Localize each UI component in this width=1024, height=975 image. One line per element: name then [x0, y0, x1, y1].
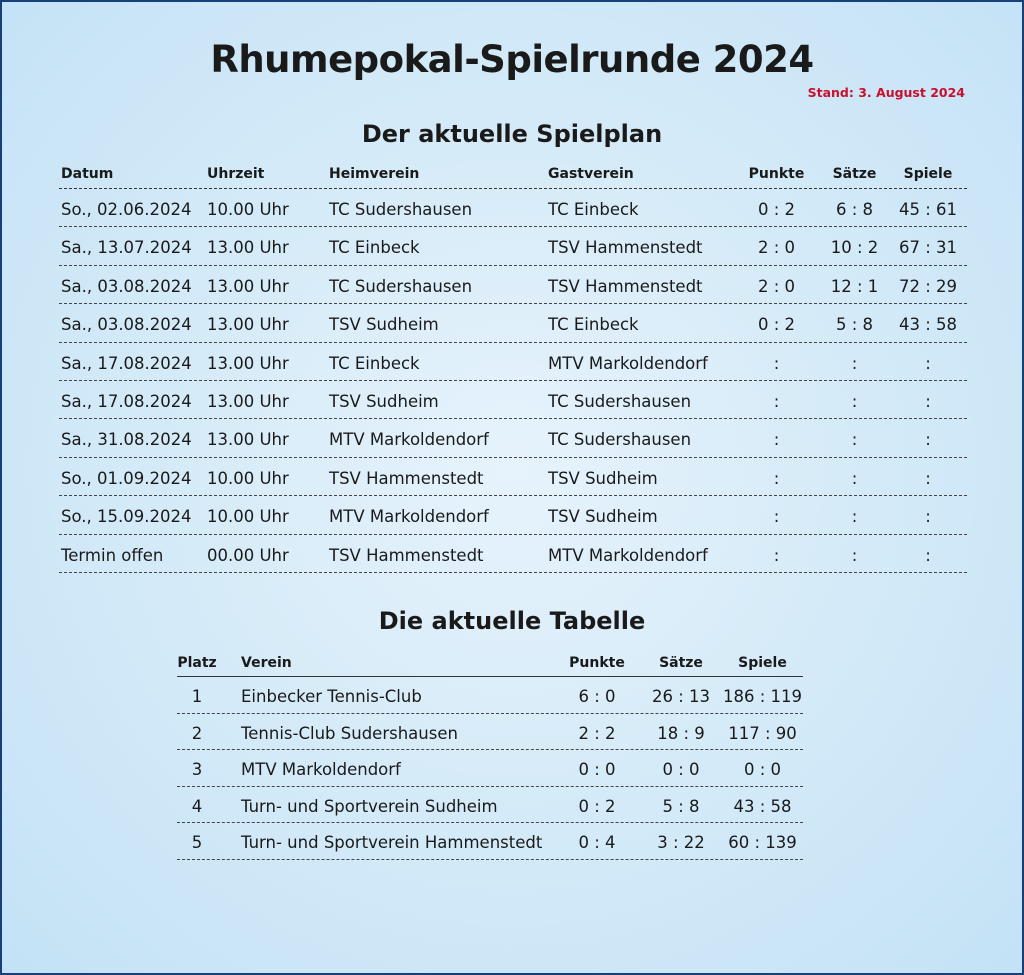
table-row [59, 419, 967, 457]
cell-punkte: 0 : 2 [757, 200, 796, 219]
table-row [59, 343, 967, 381]
cell-datum: Sa., 17.08.2024 [61, 391, 192, 411]
col-verein: Verein [241, 655, 292, 671]
cell-heim: TC Einbeck [329, 238, 420, 258]
cell-uhrzeit: 13.00 Uhr [207, 430, 289, 450]
cell-heim: TSV Hammenstedt [329, 545, 484, 565]
schedule-table [59, 160, 967, 573]
table-row [59, 227, 967, 265]
cell-verein: Turn- und Sportverein Hammenstedt [241, 833, 543, 852]
cell-gast: TC Sudershausen [548, 430, 692, 450]
cell-spiele: 186 : 119 [722, 687, 803, 706]
cell-saetze: 10 : 2 [830, 238, 879, 258]
cell-uhrzeit: 13.00 Uhr [207, 391, 289, 411]
cell-saetze: : [851, 353, 858, 373]
cell-punkte: : [773, 545, 780, 565]
cell-saetze: : [851, 545, 858, 565]
cell-saetze: : [851, 468, 858, 488]
schedule-heading: Der aktuelle Spielplan [361, 120, 663, 148]
col-platz: Platz [177, 655, 217, 671]
cell-spiele: : [925, 353, 931, 373]
cell-uhrzeit: 13.00 Uhr [207, 315, 289, 335]
cell-heim: TC Sudershausen [329, 276, 473, 296]
page-title: Rhumepokal-Spielrunde 2024 [210, 38, 814, 81]
cell-punkte: 0 : 4 [578, 833, 616, 852]
cell-heim: TSV Sudheim [329, 391, 439, 411]
cell-heim: TC Sudershausen [329, 200, 473, 219]
cell-saetze: 26 : 13 [651, 687, 711, 706]
cell-uhrzeit: 10.00 Uhr [207, 507, 289, 527]
cell-spiele: 67 : 31 [898, 238, 958, 258]
cell-spiele: 43 : 58 [733, 796, 792, 816]
col-spiele: Spiele [738, 655, 787, 671]
cell-heim: TC Einbeck [329, 353, 420, 373]
col-heimverein: Heimverein [329, 166, 420, 182]
cell-gast: TC Sudershausen [548, 391, 692, 411]
cell-gast: TSV Sudheim [548, 507, 658, 527]
table-row [59, 496, 967, 534]
cell-spiele: : [925, 507, 931, 527]
cell-punkte: 0 : 2 [578, 796, 616, 816]
cell-saetze: 5 : 8 [662, 796, 700, 816]
cell-spiele: 117 : 90 [728, 723, 797, 743]
schedule-header-row [59, 160, 967, 189]
cell-punkte: : [773, 391, 780, 411]
col-saetze: Sätze [832, 166, 877, 182]
col-punkte: Punkte [569, 655, 625, 671]
col-uhrzeit: Uhrzeit [207, 166, 265, 182]
cell-punkte: 2 : 2 [578, 723, 616, 743]
cell-uhrzeit: 10.00 Uhr [207, 200, 289, 219]
cell-punkte: 0 : 0 [578, 760, 616, 779]
cell-uhrzeit: 13.00 Uhr [207, 276, 289, 296]
cell-spiele: 45 : 61 [898, 200, 958, 219]
cell-saetze: 0 : 0 [662, 760, 700, 779]
table-row [59, 535, 967, 573]
cell-spiele: 72 : 29 [898, 276, 958, 296]
cell-spiele: 43 : 58 [898, 315, 958, 335]
cell-saetze: 18 : 9 [657, 723, 705, 743]
cell-punkte: 6 : 0 [578, 687, 616, 706]
cell-gast: MTV Markoldendorf [548, 545, 708, 565]
cell-saetze: 5 : 8 [835, 315, 874, 335]
col-saetze: Sätze [659, 655, 703, 671]
cell-uhrzeit: 13.00 Uhr [207, 238, 289, 258]
cell-platz: 2 [191, 723, 203, 743]
cell-datum: Sa., 13.07.2024 [61, 238, 192, 258]
cell-datum: So., 01.09.2024 [61, 468, 192, 488]
standings-table [177, 649, 803, 860]
cell-datum: Sa., 03.08.2024 [61, 276, 192, 296]
cell-heim: MTV Markoldendorf [329, 430, 489, 450]
cell-saetze: 12 : 1 [830, 276, 879, 296]
table-row [177, 823, 803, 860]
cell-saetze: 3 : 22 [657, 833, 705, 852]
cell-platz: 3 [191, 760, 203, 779]
cell-spiele: : [925, 545, 931, 565]
cell-gast: TSV Sudheim [548, 468, 658, 488]
cell-punkte: : [773, 468, 780, 488]
cell-spiele: 0 : 0 [743, 760, 782, 779]
cell-gast: TC Einbeck [548, 315, 639, 335]
col-spiele: Spiele [903, 166, 953, 182]
cell-gast: TSV Hammenstedt [548, 238, 703, 258]
cell-datum: Sa., 17.08.2024 [61, 353, 192, 373]
cell-spiele: : [925, 468, 931, 488]
table-row [59, 304, 967, 342]
cell-verein: Tennis-Club Sudershausen [241, 723, 458, 743]
cell-verein: Einbecker Tennis-Club [241, 687, 422, 706]
table-row [59, 381, 967, 419]
table-row [59, 266, 967, 304]
cell-gast: TSV Hammenstedt [548, 276, 703, 296]
cell-punkte: : [773, 507, 780, 527]
cell-datum: Sa., 03.08.2024 [61, 315, 192, 335]
col-datum: Datum [61, 166, 114, 182]
cell-heim: TSV Sudheim [329, 315, 439, 335]
cell-platz: 5 [191, 833, 203, 852]
cell-verein: MTV Markoldendorf [241, 760, 401, 779]
standings-heading: Die aktuelle Tabelle [378, 607, 646, 635]
cell-verein: Turn- und Sportverein Sudheim [241, 796, 498, 816]
cell-saetze: : [851, 391, 858, 411]
cell-punkte: 2 : 0 [757, 238, 796, 258]
cell-punkte: 0 : 2 [757, 315, 796, 335]
stand-date: Stand: 3. August 2024 [807, 85, 965, 100]
cell-platz: 4 [191, 796, 203, 816]
cell-spiele: : [925, 430, 931, 450]
cell-platz: 1 [191, 687, 203, 706]
table-row [59, 458, 967, 496]
cell-punkte: : [773, 353, 780, 373]
cell-gast: TC Einbeck [548, 200, 639, 219]
cell-saetze: 6 : 8 [835, 200, 874, 219]
table-row [177, 787, 803, 824]
table-row [177, 677, 803, 714]
col-punkte: Punkte [748, 166, 805, 182]
cell-saetze: : [851, 430, 858, 450]
col-gastverein: Gastverein [548, 166, 634, 182]
cell-spiele: 60 : 139 [728, 833, 797, 852]
cell-gast: MTV Markoldendorf [548, 353, 708, 373]
cell-saetze: : [851, 507, 858, 527]
table-row [177, 750, 803, 787]
table-row [177, 714, 803, 751]
cell-uhrzeit: 00.00 Uhr [207, 545, 289, 565]
cell-uhrzeit: 13.00 Uhr [207, 353, 289, 373]
cell-punkte: 2 : 0 [757, 276, 796, 296]
cell-punkte: : [773, 430, 780, 450]
cell-datum: Termin offen [61, 545, 164, 565]
standings-header-row [177, 649, 803, 677]
cell-heim: TSV Hammenstedt [329, 468, 484, 488]
cell-heim: MTV Markoldendorf [329, 507, 489, 527]
cell-spiele: : [925, 391, 931, 411]
cell-datum: So., 15.09.2024 [61, 507, 192, 527]
cell-uhrzeit: 10.00 Uhr [207, 468, 289, 488]
table-row [59, 189, 967, 227]
cell-datum: So., 02.06.2024 [61, 200, 192, 219]
cell-datum: Sa., 31.08.2024 [61, 430, 192, 450]
